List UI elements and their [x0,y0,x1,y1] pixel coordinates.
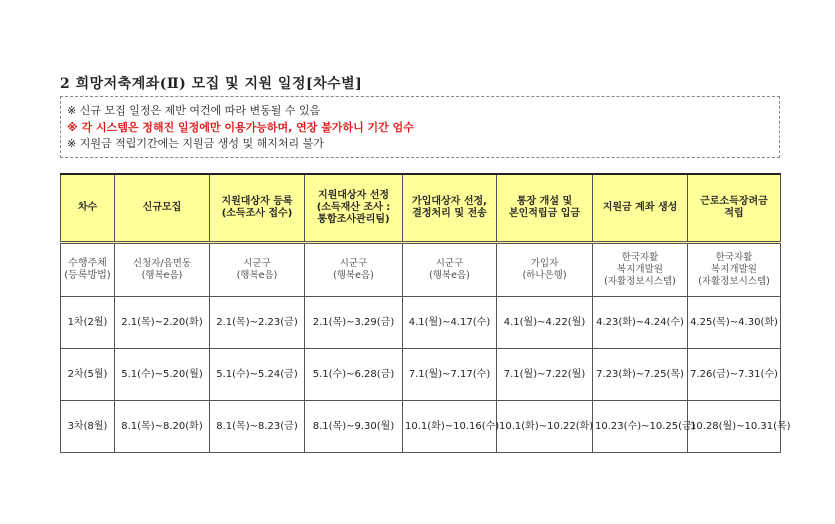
date-cell: 7.1(월)~7.22(월) [497,349,593,401]
date-cell: 4.25(목)~4.30(화) [688,297,781,349]
date-cell: 10.28(월)~10.31(목) [688,401,781,453]
notice-box [60,96,780,158]
actor-cell: 시군구 (행복e음) [210,243,305,297]
date-cell: 5.1(수)~6.28(금) [305,349,403,401]
actor-cell: 한국자활 복지개발원 (자활정보시스템) [593,243,688,297]
actor-cell: 시군구 (행복e음) [305,243,403,297]
date-cell: 2.1(목)~2.20(화) [115,297,210,349]
table-row [61,297,781,349]
date-cell: 8.1(목)~8.23(금) [210,401,305,453]
notice-line-1: ※ 신규 모집 일정은 제반 여건에 따라 변동될 수 있음 [67,104,321,117]
date-cell: 7.23(화)~7.25(목) [593,349,688,401]
actor-cell: 신청자/읍면동 (행복e음) [115,243,210,297]
header-incentive: 근로소득장려금 적립 [688,174,781,243]
notice-line-2-warning: ※ 각 시스템은 정해진 일정에만 이용가능하며, 연장 불가하니 기간 엄수 [67,120,414,134]
actor-cell: 한국자활 복지개발원 (자활정보시스템) [688,243,781,297]
date-cell: 8.1(목)~9.30(월) [305,401,403,453]
actor-cell: 수행주체 (등록방법) [61,243,115,297]
date-cell: 5.1(수)~5.20(월) [115,349,210,401]
date-cell: 10.1(화)~10.16(수) [403,401,497,453]
round-label: 3차(8월) [61,401,115,453]
round-label: 2차(5월) [61,349,115,401]
date-cell: 7.26(금)~7.31(수) [688,349,781,401]
section-title: 2 희망저축계좌(Ⅱ) 모집 및 지원 일정[차수별] [60,76,363,92]
date-cell: 10.1(화)~10.22(화) [497,401,593,453]
header-decide: 가입대상자 선정, 결정처리 및 전송 [403,174,497,243]
date-cell: 10.23(수)~10.25(금) [593,401,688,453]
table-row [61,349,781,401]
header-fund-account: 지원금 계좌 생성 [593,174,688,243]
schedule-table [60,173,791,453]
header-select: 지원대상자 선정 (소득재산 조사 : 통합조사관리팀) [305,174,403,243]
header-row [61,174,781,243]
header-new-recruit: 신규모집 [115,174,210,243]
date-cell: 5.1(수)~5.24(금) [210,349,305,401]
header-register: 지원대상자 등록 (소득조사 접수) [210,174,305,243]
date-cell: 4.1(월)~4.22(월) [497,297,593,349]
actor-cell: 시군구 (행복e음) [403,243,497,297]
header-round: 차수 [61,174,115,243]
header-account-open: 통장 개설 및 본인적립금 입금 [497,174,593,243]
actor-row [61,243,781,297]
date-cell: 8.1(목)~8.20(화) [115,401,210,453]
date-cell: 7.1(월)~7.17(수) [403,349,497,401]
notice-line-3: ※ 지원금 적립기간에는 지원금 생성 및 해지처리 불가 [67,137,324,150]
round-label: 1차(2월) [61,297,115,349]
date-cell: 2.1(목)~3.29(금) [305,297,403,349]
table-row [61,401,781,453]
actor-cell: 가입자 (하나은행) [497,243,593,297]
date-cell: 2.1(목)~2.23(금) [210,297,305,349]
date-cell: 4.1(월)~4.17(수) [403,297,497,349]
date-cell: 4.23(화)~4.24(수) [593,297,688,349]
